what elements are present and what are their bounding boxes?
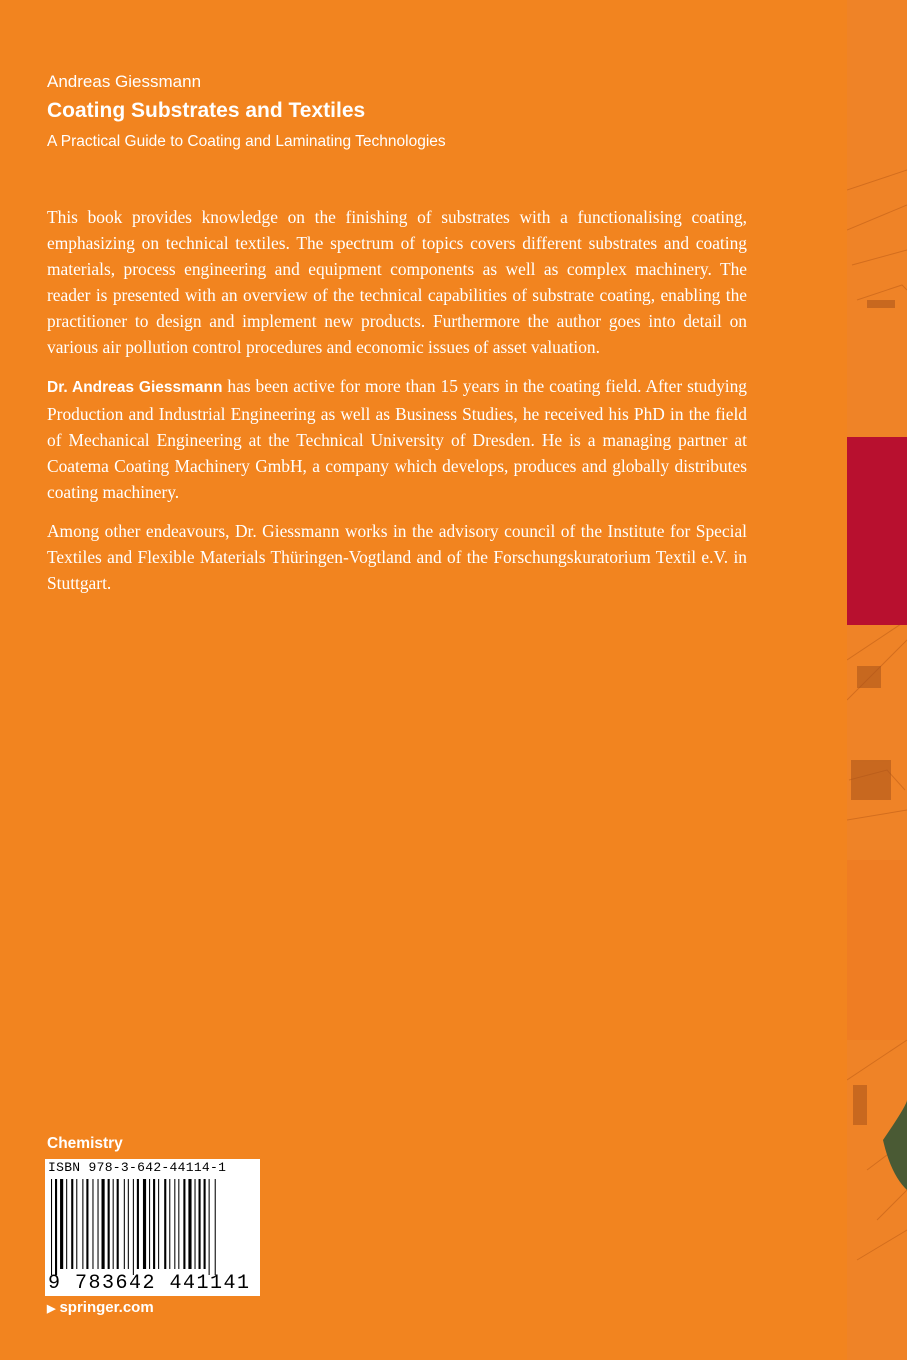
publisher-website[interactable] <box>47 1299 154 1316</box>
book-subtitle: A Practical Guide to Coating and Laminating Technologies <box>47 133 446 150</box>
barcode-bar <box>169 1179 170 1269</box>
barcode-bar <box>86 1179 88 1269</box>
barcode-bar <box>183 1179 185 1269</box>
barcode-bar <box>174 1179 175 1269</box>
description-paragraph: This book provides knowledge on the finishing of substrates with a functionalising coating, emphasizing on technical textiles. The spectrum of topics covers different substrates and coating materials, process engineering and equipment components as well as complex machinery. The reader is presented with an overview of the technical capabilities of substrate coating, enabling the practitioner to design and implement new products. Furthermore the author goes into detail on various air pollution control procedures and economic issues of asset valuation. <box>47 207 747 357</box>
barcode-bar <box>82 1179 83 1269</box>
subject-category: Chemistry <box>47 1135 123 1152</box>
ean-digits: 9 783642 441141 <box>48 1272 251 1295</box>
isbn-number: ISBN 978-3-642-44114-1 <box>48 1160 227 1175</box>
cover-header <box>47 70 807 155</box>
barcode-bar <box>215 1179 216 1275</box>
barcode-bar <box>133 1179 134 1275</box>
barcode-bar <box>164 1179 166 1269</box>
barcode-bar <box>113 1179 114 1269</box>
website-label: springer.com <box>59 1299 154 1316</box>
barcode-bar <box>108 1179 110 1269</box>
barcode-bar <box>204 1179 206 1269</box>
barcode-bar <box>209 1179 210 1275</box>
barcode-bar <box>188 1179 191 1269</box>
barcode-bar <box>158 1179 159 1269</box>
barcode-bar <box>66 1179 67 1269</box>
barcode-bar <box>117 1179 119 1269</box>
barcode-bar <box>102 1179 105 1269</box>
barcode-bar <box>98 1179 99 1269</box>
barcode-bar <box>137 1179 139 1269</box>
barcode-bar <box>71 1179 73 1269</box>
barcode-bar <box>195 1179 196 1269</box>
barcode-bars-icon <box>51 1179 251 1275</box>
author-bio-name: Dr. Andreas Giessmann <box>47 379 223 396</box>
cover-photo-strip <box>847 0 907 1360</box>
barcode-bar <box>178 1179 179 1269</box>
barcode-bar <box>149 1179 150 1269</box>
barcode-bar <box>153 1179 155 1269</box>
spine-red-band <box>847 437 907 625</box>
arrow-right-icon: ▶ <box>47 1303 56 1315</box>
author-name: Andreas Giessmann <box>47 72 202 91</box>
machinery-photo-icon <box>847 0 907 1360</box>
barcode-bar <box>199 1179 201 1269</box>
isbn-barcode <box>45 1159 260 1296</box>
author-bio-text: has been active for more than 15 years in the coating field. After studying Production and Industrial Engineering as well as Business Studies, he received his PhD in the field of Mechanical Engineering at the Technical University of Dresden. He is a managing partner at Coatema Coating Machinery GmbH, a company which develops, produces and globally distributes coating machinery. <box>47 376 747 502</box>
barcode-bar <box>55 1179 57 1275</box>
barcode-bar <box>92 1179 93 1269</box>
barcode-bar <box>128 1179 129 1269</box>
blurb <box>47 204 747 609</box>
author-bio-paragraph <box>47 373 747 505</box>
barcode-bar <box>143 1179 146 1269</box>
barcode-bar <box>124 1179 125 1269</box>
barcode-bar <box>51 1179 52 1275</box>
barcode-bar <box>60 1179 63 1269</box>
author-activities-paragraph: Among other endeavours, Dr. Giessmann works in the advisory council of the Institute for Special Textiles and Flexible Materials Thüringen-Vogtland and of the Forschungskuratorium Textil e.V. in Stuttgart. <box>47 521 747 593</box>
barcode-bar <box>76 1179 77 1269</box>
book-title: Coating Substrates and Textiles <box>47 99 366 122</box>
